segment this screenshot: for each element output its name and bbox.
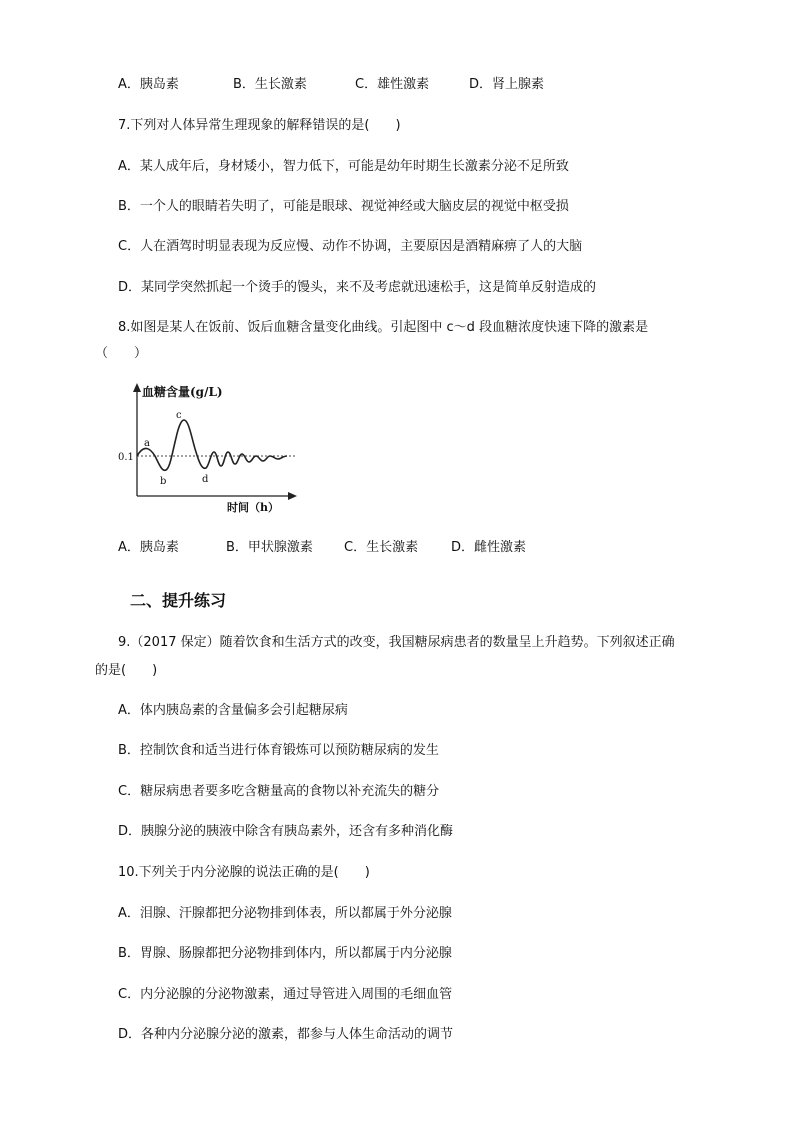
q8-option-c: C．生长激素: [344, 540, 419, 555]
q9-stem-line2: 的是( ): [95, 663, 158, 678]
y-axis-arrow: [133, 383, 141, 392]
q7-option-c: C．人在酒驾时明显表现为反应慢、动作不协调，主要原因是酒精麻痹了人的大脑: [118, 239, 583, 254]
section-title: 二、提升练习: [130, 591, 227, 610]
q10-option-b: B．胃腺、肠腺都把分泌物排到体内，所以都属于内分泌腺: [118, 946, 452, 961]
glucose-curve: [137, 420, 287, 470]
q10-option-a: A．泪腺、汗腺都把分泌物排到体表，所以都属于外分泌腺: [118, 906, 452, 921]
q9-option-a: A．体内胰岛素的含量偏多会引起糖尿病: [118, 703, 348, 718]
q7-option-b: B．一个人的眼睛若失明了，可能是眼球、视觉神经或大脑皮层的视觉中枢受损: [118, 199, 569, 214]
q7-stem: 7.下列对人体异常生理现象的解释错误的是( ): [118, 118, 401, 133]
q8-option-a: A．胰岛素: [118, 540, 179, 555]
point-d-label: d: [202, 474, 209, 485]
q9-option-c: C．糖尿病患者要多吃含糖量高的食物以补充流失的糖分: [118, 784, 440, 799]
q6-option-a: A．胰岛素: [118, 77, 179, 92]
q8-option-d: D．雌性激素: [451, 540, 527, 555]
x-axis-label: 时间（h）: [227, 501, 279, 514]
point-a-label: a: [144, 438, 150, 449]
q8-stem-line1-text: 8.如图是某人在饭前、饭后血糖含量变化曲线。引起图中 c～d 段血糖浓度快速下降的激素是: [118, 320, 649, 335]
q10-option-d: D．各种内分泌腺分泌的激素，都参与人体生命活动的调节: [118, 1027, 454, 1042]
q6-option-d: D．肾上腺素: [469, 77, 545, 92]
q7-option-d: D．某同学突然抓起一个烫手的馒头，来不及考虑就迅速松手，这是简单反射造成的: [118, 280, 597, 295]
q6-option-c: C．雄性激素: [355, 77, 430, 92]
q9-option-d: D．胰腺分泌的胰液中除含有胰岛素外，还含有多种消化酶: [118, 824, 454, 839]
y-axis-label: 血糖含量(g/L): [142, 385, 223, 399]
point-b-label: b: [160, 476, 167, 487]
q10-option-c: C．内分泌腺的分泌物激素，通过导管进入周围的毛细血管: [118, 987, 453, 1002]
q10-stem: 10.下列关于内分泌腺的说法正确的是( ): [118, 865, 370, 880]
q9-option-b: B．控制饮食和适当进行体育锻炼可以预防糖尿病的发生: [118, 743, 439, 758]
q8-stem-line2: （ ）: [95, 346, 148, 361]
point-c-label: c: [176, 410, 182, 421]
x-axis-arrow: [288, 492, 297, 500]
baseline-label: 0.1: [118, 452, 134, 463]
q6-option-b: B．生长激素: [233, 77, 307, 92]
q9-stem-line1: 9.（2017 保定）随着饮食和生活方式的改变，我国糖尿病患者的数量呈上升趋势。下列叙述正确: [118, 635, 675, 650]
q8-option-b: B．甲状腺激素: [226, 540, 313, 555]
q7-option-a: A．某人成年后，身材矮小，智力低下，可能是幼年时期生长激素分泌不足所致: [118, 159, 569, 174]
blood-glucose-figure: [112, 380, 307, 520]
